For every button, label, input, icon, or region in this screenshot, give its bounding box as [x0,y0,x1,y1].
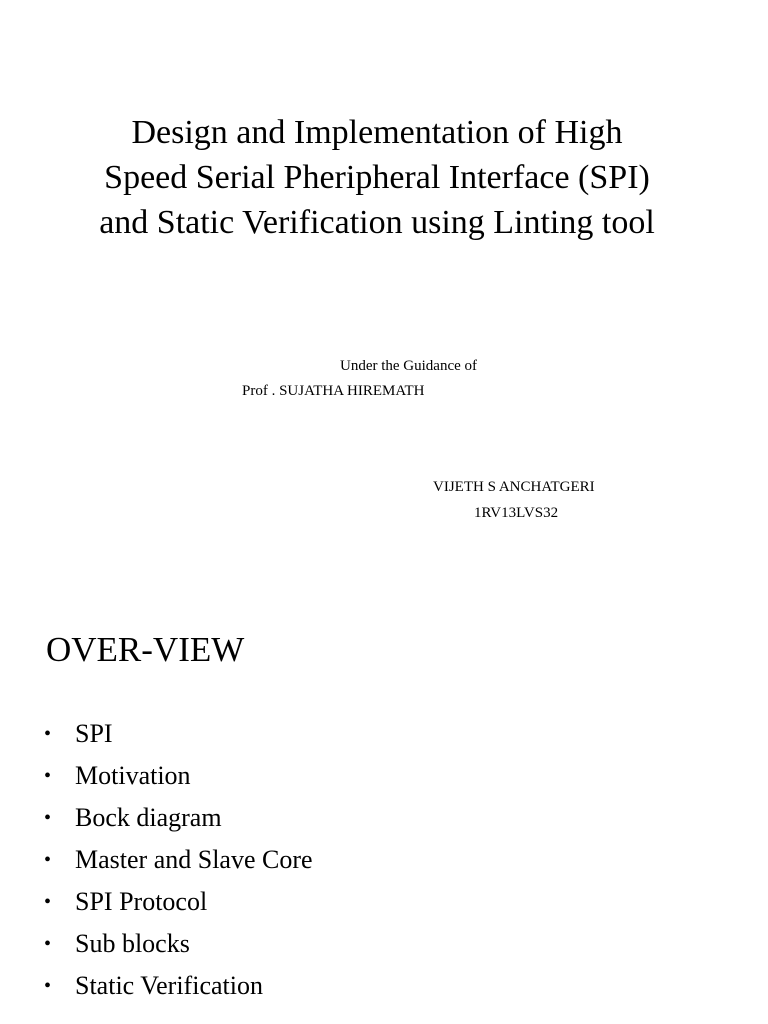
bullet-text: Bock diagram [75,803,222,832]
bullet-icon: • [44,975,52,997]
bullet-text: Sub blocks [75,929,190,958]
bullet-icon: • [44,807,52,829]
bullet-text: SPI [75,719,113,748]
presentation-title [0,110,754,245]
bullet-item-master-slave-core [44,840,313,882]
bullet-text: SPI Protocol [75,887,208,916]
bullet-item-spi-protocol [44,882,313,924]
title-line: Design and Implementation of High [131,114,623,151]
bullet-icon: • [44,849,52,871]
student-id: 1RV13LVS32 [474,505,559,521]
bullet-icon: • [44,723,52,745]
overview-bullet-list [44,714,313,1008]
bullet-item-motivation [44,756,313,798]
bullet-item-static-verification [44,966,313,1008]
overview-heading: OVER-VIEW [46,630,245,669]
bullet-text: Static Verification [75,971,263,1000]
guidance-label: Under the Guidance of [340,358,478,374]
bullet-icon: • [44,891,52,913]
bullet-item-spi [44,714,313,756]
bullet-item-sub-blocks [44,924,313,966]
bullet-item-block-diagram [44,798,313,840]
title-line: and Static Verification using Linting tool [99,204,655,241]
bullet-icon: • [44,933,52,955]
bullet-icon: • [44,765,52,787]
student-name: VIJETH S ANCHATGERI [433,479,595,495]
bullet-text: Master and Slave Core [75,845,313,874]
title-line: Speed Serial Pheripheral Interface (SPI) [104,159,650,196]
bullet-text: Motivation [75,761,191,790]
guide-name: Prof . SUJATHA HIREMATH [242,383,425,399]
